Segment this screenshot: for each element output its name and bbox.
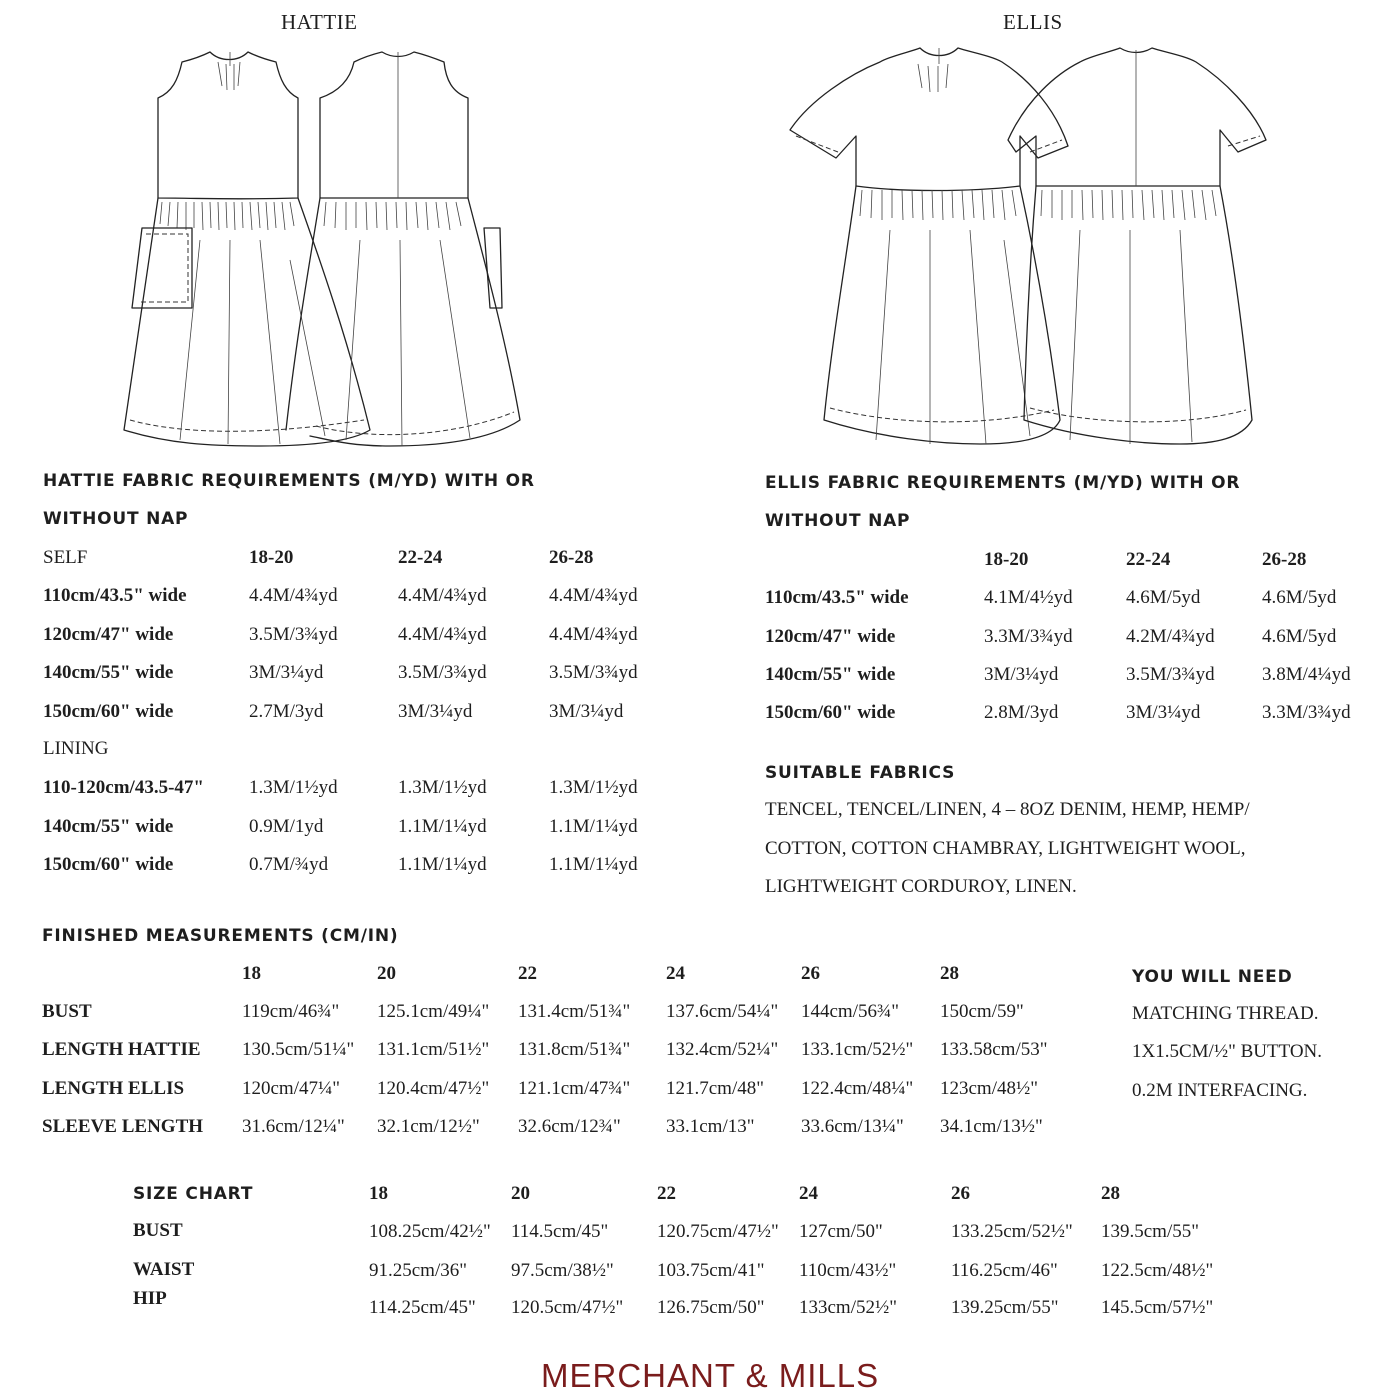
table-cell: 122.4cm/48¼" <box>801 1078 914 1099</box>
table-cell: 4.4M/4¾yd <box>549 624 638 645</box>
size-column-header: 28 <box>1101 1183 1120 1204</box>
table-cell: 2.8M/3yd <box>984 702 1059 723</box>
size-column-header: 26 <box>801 963 820 984</box>
ellis-size-header: 18-20 <box>984 549 1029 570</box>
size-column-header: 28 <box>940 963 959 984</box>
table-cell: 133.58cm/53" <box>940 1039 1048 1060</box>
table-cell: 120.75cm/47½" <box>657 1221 779 1242</box>
table-cell: 131.8cm/51¾" <box>518 1039 631 1060</box>
table-row-label: WAIST <box>133 1259 195 1280</box>
table-cell: 0.9M/1yd <box>249 816 324 837</box>
finished-measurements-heading: FINISHED MEASUREMENTS (CM/IN) <box>42 926 399 946</box>
size-column-header: 22 <box>657 1183 676 1204</box>
table-cell: 108.25cm/42½" <box>369 1221 491 1242</box>
table-cell: 1.1M/1¼yd <box>549 854 638 875</box>
table-cell: 3M/3¼yd <box>984 664 1059 685</box>
hattie-self-label: SELF <box>43 547 88 568</box>
notion-item: MATCHING THREAD. <box>1132 1003 1319 1024</box>
table-cell: 4.4M/4¾yd <box>398 624 487 645</box>
table-row-label: 120cm/47" wide <box>43 624 174 645</box>
table-cell: 3M/3¼yd <box>549 701 624 722</box>
table-cell: 4.1M/4½yd <box>984 587 1073 608</box>
you-will-need-heading: YOU WILL NEED <box>1132 967 1293 987</box>
table-cell: 2.7M/3yd <box>249 701 324 722</box>
table-row-label: 140cm/55" wide <box>43 662 174 683</box>
hattie-lining-label: LINING <box>43 738 109 759</box>
table-cell: 130.5cm/51¼" <box>242 1039 355 1060</box>
table-row-label: 150cm/60" wide <box>43 701 174 722</box>
table-cell: 3.3M/3¾yd <box>1262 702 1351 723</box>
size-column-header: 26 <box>951 1183 970 1204</box>
hattie-title: HATTIE <box>281 10 358 34</box>
table-row-label: 150cm/60" wide <box>765 702 896 723</box>
table-cell: 34.1cm/13½" <box>940 1116 1043 1137</box>
table-cell: 3.5M/3¾yd <box>398 662 487 683</box>
table-row-label: SLEEVE LENGTH <box>42 1116 204 1137</box>
table-row-label: 110-120cm/43.5-47" <box>43 777 204 798</box>
ellis-dress-illustration <box>780 40 1280 455</box>
suitable-fabrics-heading: SUITABLE FABRICS <box>765 763 956 783</box>
table-cell: 4.4M/4¾yd <box>549 585 638 606</box>
table-cell: 133cm/52½" <box>799 1297 897 1318</box>
hattie-front-view <box>124 52 370 446</box>
hattie-size-header: 22-24 <box>398 547 443 568</box>
table-cell: 121.1cm/47¾" <box>518 1078 631 1099</box>
size-column-header: 18 <box>242 963 261 984</box>
table-cell: 139.25cm/55" <box>951 1297 1059 1318</box>
table-cell: 131.4cm/51¾" <box>518 1001 631 1022</box>
table-cell: 133.25cm/52½" <box>951 1221 1073 1242</box>
table-row-label: LENGTH HATTIE <box>42 1039 201 1060</box>
notion-item: 1X1.5CM/½" BUTTON. <box>1132 1041 1323 1062</box>
table-cell: 1.3M/1½yd <box>549 777 638 798</box>
table-cell: 32.1cm/12½" <box>377 1116 480 1137</box>
table-row-label: LENGTH ELLIS <box>42 1078 185 1099</box>
table-cell: 4.2M/4¾yd <box>1126 626 1215 647</box>
table-cell: 137.6cm/54¼" <box>666 1001 779 1022</box>
ellis-size-header: 26-28 <box>1262 549 1307 570</box>
table-cell: 132.4cm/52¼" <box>666 1039 779 1060</box>
table-row-label: 110cm/43.5" wide <box>765 587 909 608</box>
table-row-label: 140cm/55" wide <box>765 664 896 685</box>
size-column-header: 18 <box>369 1183 388 1204</box>
ellis-size-header: 22-24 <box>1126 549 1171 570</box>
table-cell: 120cm/47¼" <box>242 1078 340 1099</box>
size-column-header: 20 <box>377 963 396 984</box>
ellis-fabric-heading: ELLIS FABRIC REQUIREMENTS (M/YD) WITH OR <box>765 473 1241 493</box>
table-cell: 133.1cm/52½" <box>801 1039 914 1060</box>
table-cell: 122.5cm/48½" <box>1101 1260 1214 1281</box>
table-cell: 3M/3¼yd <box>1126 702 1201 723</box>
table-cell: 1.3M/1½yd <box>249 777 338 798</box>
table-cell: 150cm/59" <box>940 1001 1024 1022</box>
table-cell: 3.3M/3¾yd <box>984 626 1073 647</box>
table-cell: 127cm/50" <box>799 1221 883 1242</box>
table-cell: 131.1cm/51½" <box>377 1039 490 1060</box>
table-cell: 145.5cm/57½" <box>1101 1297 1214 1318</box>
table-cell: 126.75cm/50" <box>657 1297 765 1318</box>
table-cell: 97.5cm/38½" <box>511 1260 614 1281</box>
table-cell: 103.75cm/41" <box>657 1260 765 1281</box>
table-cell: 1.3M/1½yd <box>398 777 487 798</box>
table-cell: 114.5cm/45" <box>511 1221 609 1242</box>
hattie-fabric-heading: HATTIE FABRIC REQUIREMENTS (M/YD) WITH OR <box>43 471 535 491</box>
table-row-label: HIP <box>133 1288 167 1309</box>
table-cell: 32.6cm/12¾" <box>518 1116 621 1137</box>
table-cell: 33.1cm/13" <box>666 1116 755 1137</box>
table-row-label: BUST <box>42 1001 92 1022</box>
table-cell: 3.5M/3¾yd <box>1126 664 1215 685</box>
table-cell: 3.5M/3¾yd <box>549 662 638 683</box>
hattie-size-header: 26-28 <box>549 547 594 568</box>
table-cell: 121.7cm/48" <box>666 1078 764 1099</box>
size-column-header: 24 <box>666 963 685 984</box>
table-cell: 120.4cm/47½" <box>377 1078 490 1099</box>
table-cell: 4.4M/4¾yd <box>398 585 487 606</box>
hattie-size-header: 18-20 <box>249 547 294 568</box>
table-cell: 33.6cm/13¼" <box>801 1116 904 1137</box>
size-column-header: 20 <box>511 1183 530 1204</box>
table-cell: 0.7M/¾yd <box>249 854 329 875</box>
table-row-label: 120cm/47" wide <box>765 626 896 647</box>
table-cell: 91.25cm/36" <box>369 1260 467 1281</box>
ellis-front-view <box>790 48 1068 444</box>
table-cell: 125.1cm/49¼" <box>377 1001 490 1022</box>
table-cell: 4.6M/5yd <box>1126 587 1201 608</box>
table-cell: 116.25cm/46" <box>951 1260 1058 1281</box>
table-cell: 1.1M/1¼yd <box>398 854 487 875</box>
table-cell: 31.6cm/12¼" <box>242 1116 345 1137</box>
table-row-label: 140cm/55" wide <box>43 816 174 837</box>
table-cell: 120.5cm/47½" <box>511 1297 624 1318</box>
table-row-label: 150cm/60" wide <box>43 854 174 875</box>
hattie-fabric-heading-continued: WITHOUT NAP <box>43 509 189 529</box>
table-cell: 139.5cm/55" <box>1101 1221 1199 1242</box>
size-column-header: 22 <box>518 963 537 984</box>
table-cell: 110cm/43½" <box>799 1260 897 1281</box>
suitable-fabrics-text: TENCEL, TENCEL/LINEN, 4 – 8OZ DENIM, HEMP, HEMP/ COTTON, COTTON CHAMBRAY, LIGHTWEIGHT WOOL, LIGHTWEIGHT CORDUROY, LINEN. <box>765 799 1250 897</box>
size-column-header: 24 <box>799 1183 818 1204</box>
table-row-label: 110cm/43.5" wide <box>43 585 187 606</box>
table-cell: 119cm/46¾" <box>242 1001 340 1022</box>
table-cell: 3.8M/4¼yd <box>1262 664 1351 685</box>
brand-logo-text: MERCHANT & MILLS <box>541 1357 880 1394</box>
table-cell: 4.6M/5yd <box>1262 626 1337 647</box>
hattie-dress-illustration <box>110 40 530 455</box>
table-cell: 123cm/48½" <box>940 1078 1038 1099</box>
ellis-title: ELLIS <box>1003 10 1063 34</box>
table-cell: 3.5M/3¾yd <box>249 624 338 645</box>
table-cell: 4.6M/5yd <box>1262 587 1337 608</box>
size-chart-heading: SIZE CHART <box>133 1184 254 1204</box>
table-cell: 3M/3¼yd <box>249 662 324 683</box>
table-cell: 114.25cm/45" <box>369 1297 476 1318</box>
table-cell: 144cm/56¾" <box>801 1001 899 1022</box>
ellis-fabric-heading-continued: WITHOUT NAP <box>765 511 911 531</box>
notion-item: 0.2M INTERFACING. <box>1132 1080 1308 1101</box>
table-cell: 1.1M/1¼yd <box>549 816 638 837</box>
table-cell: 1.1M/1¼yd <box>398 816 487 837</box>
ellis-back-view <box>1008 48 1266 444</box>
table-cell: 4.4M/4¾yd <box>249 585 338 606</box>
table-cell: 3M/3¼yd <box>398 701 473 722</box>
table-row-label: BUST <box>133 1220 183 1241</box>
hattie-back-view <box>286 52 520 446</box>
